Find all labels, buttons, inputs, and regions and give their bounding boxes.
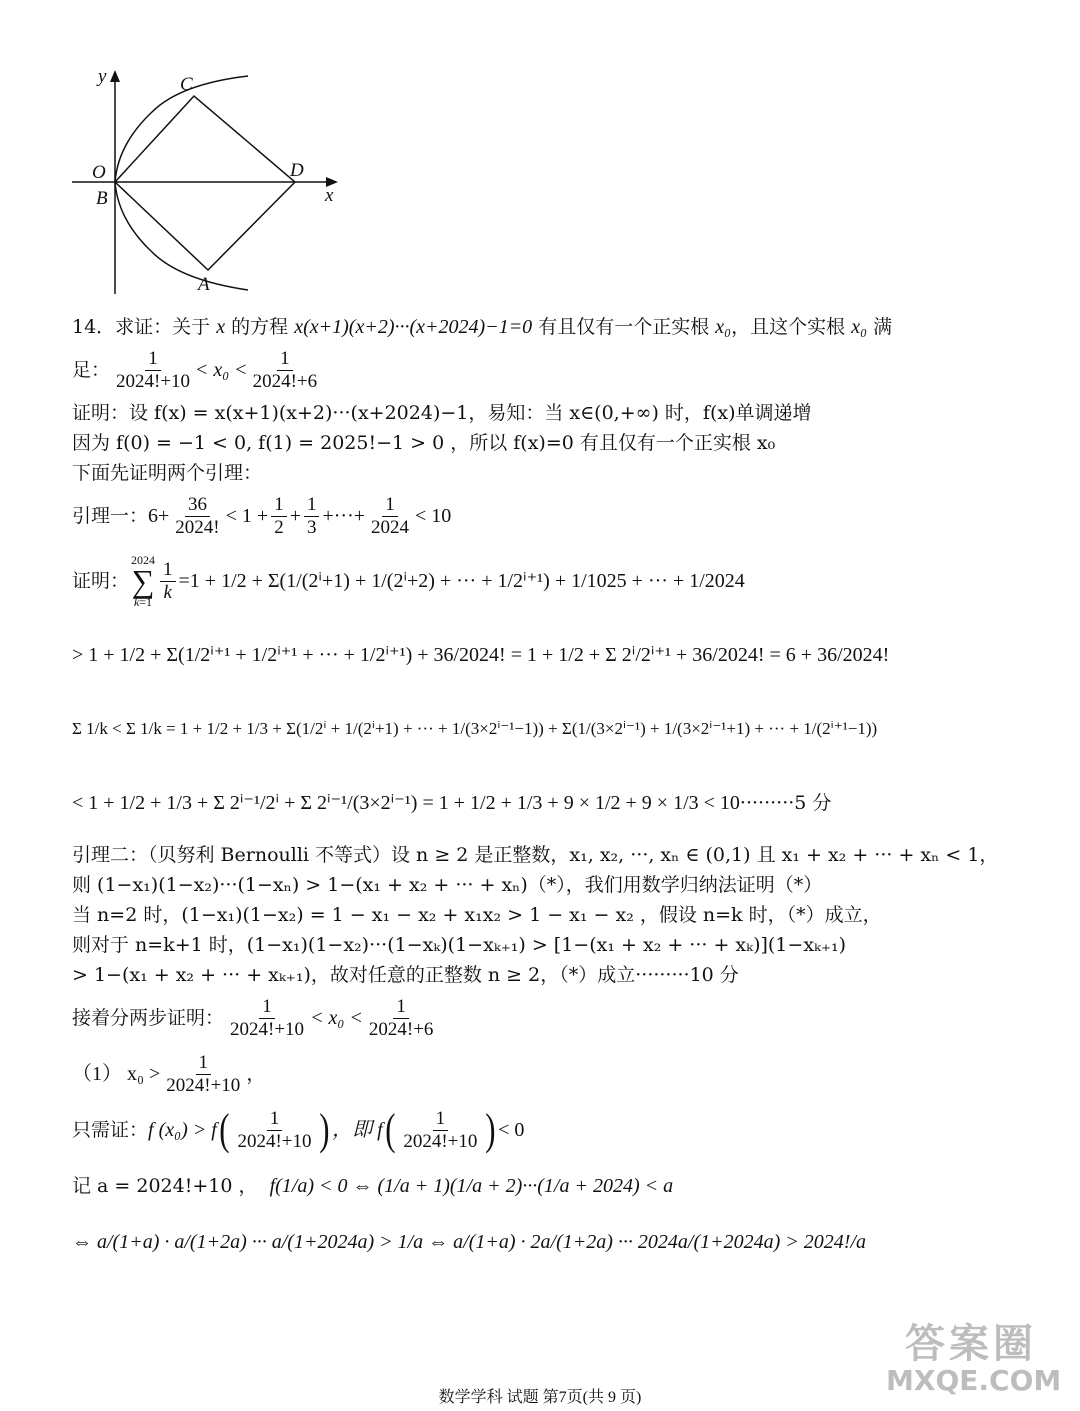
frac-num: 1 [196, 1052, 212, 1075]
page-footer: 数学学科 试题 第7页(共 9 页) [438, 1389, 642, 1406]
lemma2-line-5 [72, 960, 1032, 990]
math-text: ⇔ a/(1+a) · a/(1+2a) ··· a/(1+2024a) > 1/a ⇔ a/(1+a) · 2a/(1+2a) ··· 2024a/(1+2024a) > 2024!/a [72, 1231, 867, 1253]
frac-lower-bound [113, 348, 193, 393]
watermark-url: MXQE.COM [886, 1364, 1062, 1397]
frac-num: 1 [393, 996, 409, 1019]
lemma1-label: 引理一： [72, 505, 149, 527]
problem-end: 满 [873, 316, 893, 338]
frac [400, 1108, 480, 1153]
frac-upper-bound [250, 348, 321, 393]
frac [234, 1108, 314, 1153]
label-y: y [98, 66, 107, 87]
problem-equation: x(x+1)(x+2)···(x+2024)−1=0 [294, 316, 533, 338]
math-text: > 1 + 1/2 + Σ(1/2ⁱ⁺¹ + 1/2ⁱ⁺¹ + ··· + 1/2ⁱ⁺¹) + 36/2024! = 1 + 1/2 + Σ 2ⁱ/2ⁱ⁺¹ + 36/2024! = 6 + 36/2024! [72, 644, 890, 666]
problem-var: x [216, 316, 226, 338]
score-10: ·········10 分 [635, 964, 739, 986]
frac-den: 3 [306, 516, 317, 538]
lemma2-line-3: 当 n=2 时，(1−x₁)(1−x₂) = 1 − x₁ − x₂ + x₁x₂ > 1 − x₁ − x₂ ，假设 n=k 时，（*）成立， [72, 904, 882, 926]
math-text: Σ 1/k < Σ 1/k = 1 + 1/2 + 1/3 + Σ(1/2ⁱ + 1/(2ⁱ+1) + ··· + 1/(3×2ⁱ⁻¹−1)) + Σ(1/(3×2ⁱ⁻¹) + 1/(3×2ⁱ⁻¹+1) + ··· + 1/(2ⁱ⁺¹−1)) [72, 719, 878, 738]
frac-den: 2024!+10 [230, 1018, 305, 1040]
solution-body [72, 312, 1032, 1270]
frac-num: 1 [433, 1108, 449, 1131]
frac [368, 494, 412, 539]
problem-x0-2: x₀ [851, 316, 868, 338]
frac-num: 36 [185, 494, 210, 517]
score-5: ·········5 分 [739, 792, 832, 814]
frac [304, 494, 320, 539]
proof1-line-1 [72, 544, 1032, 618]
math-text: ， [246, 1063, 266, 1085]
figure-svg [70, 62, 350, 300]
frac [163, 1052, 243, 1097]
need-label: 只需证： [72, 1119, 149, 1141]
lt-sign: < [235, 359, 247, 381]
lemma2-line-1: 引理二：（贝努利 Bernoulli 不等式）设 n ≥ 2 是正整数，x₁, x₂, ···, xₙ ∈ (0,1) 且 x₁ + x₂ + ··· + xₙ < 1， [72, 844, 999, 866]
proof1-label: 证明： [72, 570, 130, 592]
need-line [72, 1102, 1032, 1158]
frac-den: 2024!+10 [403, 1130, 478, 1152]
frac-num: 1 [145, 348, 161, 371]
frac [227, 996, 307, 1041]
paren-close: ) [319, 1105, 330, 1154]
problem-cont: ，且这个实根 [731, 316, 846, 338]
step-intro: 接着分两步证明： [72, 1007, 225, 1029]
math-text: ，即 f [332, 1119, 383, 1141]
proof1-line-4 [72, 766, 1032, 840]
label-b: B [96, 188, 108, 209]
label-c: C [180, 74, 193, 95]
proof-line-2: 因为 f(0) = −1 < 0, f(1) = 2025!−1 > 0 ，所以 f(x)=0 有且仅有一个正实根 x₀ [72, 432, 776, 454]
frac-den: 2024!+10 [237, 1130, 312, 1152]
problem-line-1 [72, 312, 1032, 342]
label-o: O [92, 162, 106, 183]
paren-close: ) [485, 1105, 496, 1154]
frac [271, 494, 287, 539]
math-text: < 10 [415, 505, 452, 527]
y-axis-arrow [110, 70, 120, 82]
math-text: < 0 [498, 1119, 525, 1141]
frac-num: 1 [259, 996, 275, 1019]
math-text: < 1 + 1/2 + 1/3 + Σ 2ⁱ⁻¹/2ⁱ + Σ 2ⁱ⁻¹/(3×2ⁱ⁻¹) = 1 + 1/2 + 1/3 + 9 × 1/2 + 9 × 1/3 < 10 [72, 792, 740, 814]
let-line [72, 1158, 1032, 1214]
lemma2-line-4: 则对于 n=k+1 时，(1−x₁)(1−x₂)···(1−xₖ)(1−xₖ₊₁) > [1−(x₁ + x₂ + ··· + xₖ)](1−xₖ₊₁) [72, 934, 847, 956]
last-line [72, 1214, 1032, 1270]
math-text: f(1/a) < 0 ⇔ (1/a + 1)(1/a + 2)···(1/a + 2024) < a [269, 1175, 674, 1197]
label-x: x [325, 185, 334, 206]
paren-open: ( [384, 1105, 396, 1154]
x0: x₀ [213, 359, 230, 381]
frac: $\frac{1}{k}$ [160, 559, 176, 604]
proof1-line-2 [72, 618, 1032, 692]
math-text: （1） x₀ > [72, 1063, 161, 1085]
problem-unique: 有且仅有一个正实根 [538, 316, 710, 338]
step1-line [72, 1046, 1032, 1102]
frac-den: 2 [274, 516, 284, 538]
lemma2-line-2: 则 (1−x₁)(1−x₂)···(1−xₙ) > 1−(x₁ + x₂ + ··· + xₙ)（*），我们用数学归纳法证明（*） [72, 874, 823, 896]
math-text: < x₀ < [310, 1007, 363, 1029]
problem-x0: x₀ [715, 316, 732, 338]
frac-den: 2024 [371, 516, 410, 538]
problem-line-2 [72, 342, 1032, 398]
frac-num: 1 [277, 348, 293, 371]
math-text: +···+ [322, 505, 366, 527]
frac-num: 1 [271, 494, 287, 517]
label-a: A [198, 274, 210, 295]
sum-symbol: 2024 ∑ k=1 [131, 553, 156, 609]
math-text: 6+ [148, 505, 170, 527]
lt-sign: < [196, 359, 208, 381]
frac-den: 2024!+10 [116, 370, 191, 392]
math-text: > 1−(x₁ + x₂ + ··· + xₖ₊₁)，故对任意的正整数 n ≥ 2，（*）成立 [72, 964, 636, 986]
let-label: 记 a = 2024!+10 ， [72, 1175, 258, 1197]
label-d: D [290, 160, 304, 181]
proof-line-3: 下面先证明两个引理： [72, 462, 263, 484]
frac-den: 2024!+10 [166, 1074, 241, 1096]
frac-num: 1 [304, 494, 320, 517]
math-text: < 1 + [225, 505, 269, 527]
proof-line-1: 证明：设 f(x) = x(x+1)(x+2)···(x+2024)−1，易知：当 x∈(0,+∞) 时，f(x)单调递增 [72, 402, 812, 424]
math-text: =1 + 1/2 + Σ(1/(2ⁱ+1) + 1/(2ⁱ+2) + ··· + 1/2ⁱ⁺¹) + 1/1025 + ··· + 1/2024 [178, 570, 745, 592]
problem-line2-prefix: 足： [72, 359, 111, 381]
problem-prefix: 14．求证：关于 [72, 316, 211, 338]
parabola-square-figure [70, 62, 350, 300]
frac [172, 494, 222, 539]
paren-open: ( [218, 1105, 230, 1154]
problem-mid: 的方程 [231, 316, 289, 338]
frac-den: 2024!+6 [252, 370, 318, 392]
frac-num: 1 [382, 494, 398, 517]
frac-num: 1 [267, 1108, 283, 1131]
math-text: + [289, 505, 301, 527]
step-intro-line [72, 990, 1032, 1046]
parabola-curve [115, 76, 248, 290]
frac [366, 996, 437, 1041]
watermark-text: 答案圈 [905, 1321, 1037, 1367]
frac-den: 2024!+6 [368, 1018, 434, 1040]
math-text: f (x₀) > f [148, 1119, 217, 1141]
proof1-line-3 [72, 692, 1032, 766]
frac-den: 2024! [175, 516, 220, 538]
lemma1-line [72, 488, 1032, 544]
